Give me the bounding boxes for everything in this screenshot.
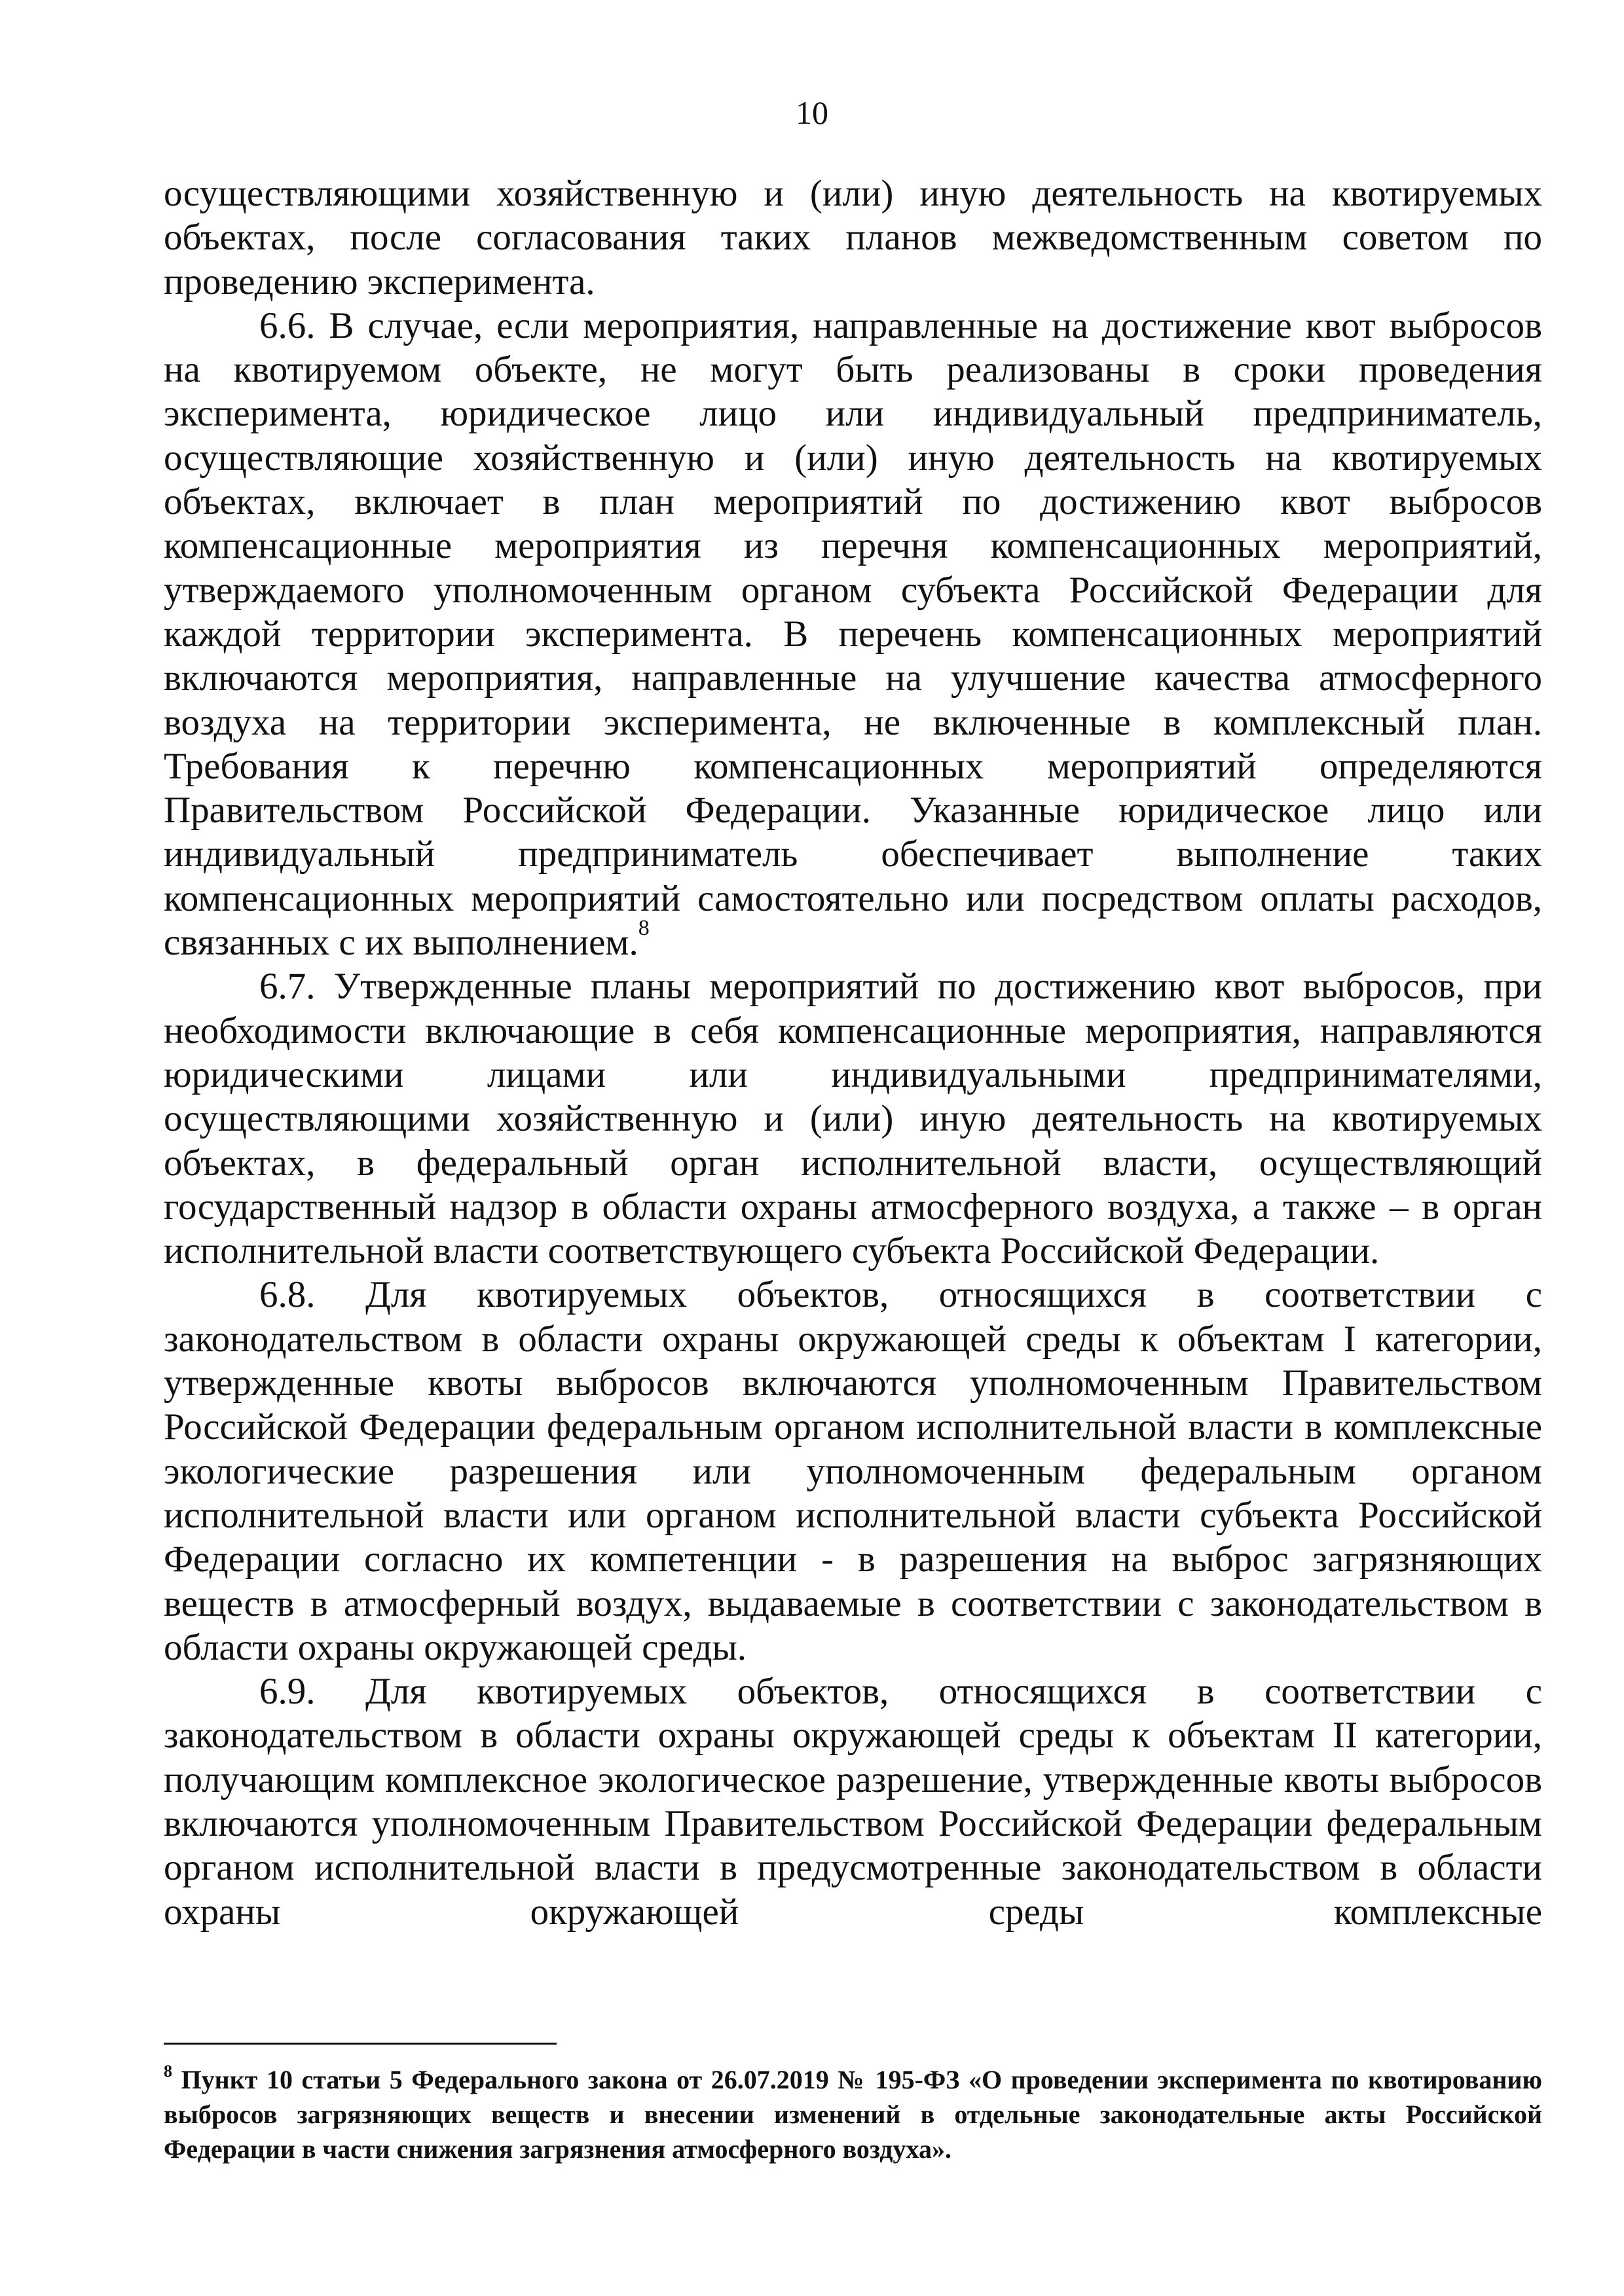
footnote-reference: 8 (638, 916, 650, 941)
paragraph-continuation: осуществляющими хозяйственную и (или) иную деятельность на квотируемых объектах, после согласования таких планов межведомственным советом по проведению эксперимента. (164, 173, 1542, 302)
footnote-text: Пункт 10 статьи 5 Федерального закона от 26.07.2019 № 195-ФЗ «О проведении эксперимента по квотированию выбросов загрязняющих веществ и внесении изменений в отдельные законодательные акты Российской Федерации в части снижения загрязнения атмосферного воздуха». (164, 2065, 1542, 2164)
footnote-marker: 8 (164, 2062, 172, 2081)
page-number: 10 (796, 94, 828, 131)
paragraph-6-6 (164, 304, 1542, 964)
paragraph-6-6-text: 6.6. В случае, если мероприятия, направленные на достижение квот выбросов на квотируемом объекте, не могут быть реализованы в сроки проведения эксперимента, юридическое лицо или индивидуальный предприниматель, осуществляющие хозяйственную и (или) иную деятельность на квотируемых объектах, включает в план мероприятий по достижению квот выбросов компенсационные мероприятия из перечня компенсационных мероприятий, утверждаемого уполномоченным органом субъекта Российской Федерации для каждой территории эксперимента. В перечень компенсационных мероприятий включаются мероприятия, направленные на улучшение качества атмосферного воздуха на территории эксперимента, не включенные в комплексный план. Требования к перечню компенсационных мероприятий определяются Правительством Российской Федерации. Указанные юридическое лицо или индивидуальный предприниматель обеспечивает выполнение таких компенсационных мероприятий самостоятельно или посредством оплаты расходов, связанных с их выполнением. (164, 304, 1542, 964)
body-text (164, 172, 1542, 1934)
paragraph-6-8: 6.8. Для квотируемых объектов, относящихся в соответствии с законодательством в области охраны окружающей среды к объектам I категории, утвержденные квоты выбросов включаются уполномоченным Правительством Российской Федерации федеральным органом исполнительной власти в комплексные экологические разрешения или уполномоченным федеральным органом исполнительной власти или органом исполнительной власти субъекта Российской Федерации согласно их компетенции - в разрешения на выброс загрязняющих веществ в атмосферный воздух, выдаваемые в соответствии с законодательством в области охраны окружающей среды. (164, 1274, 1542, 1668)
footnote-separator (164, 2043, 557, 2045)
paragraph-6-9: 6.9. Для квотируемых объектов, относящихся в соответствии с законодательством в области охраны окружающей среды к объектам II категории, получающим комплексное экологическое разрешение, утвержденные квоты выбросов включаются уполномоченным Правительством Российской Федерации федеральным органом исполнительной власти в предусмотренные законодательством в области охраны окружающей среды комплексные (164, 1671, 1542, 1933)
footnote (164, 2062, 1542, 2166)
paragraph-6-7: 6.7. Утвержденные планы мероприятий по достижению квот выбросов, при необходимости включающие в себя компенсационные мероприятия, направляются юридическими лицами или индивидуальными предпринимателями, осуществляющими хозяйственную и (или) иную деятельность на квотируемых объектах, в федеральный орган исполнительной власти, осуществляющий государственный надзор в области охраны атмосферного воздуха, а также – в орган исполнительной власти соответствующего субъекта Российской Федерации. (164, 966, 1542, 1272)
